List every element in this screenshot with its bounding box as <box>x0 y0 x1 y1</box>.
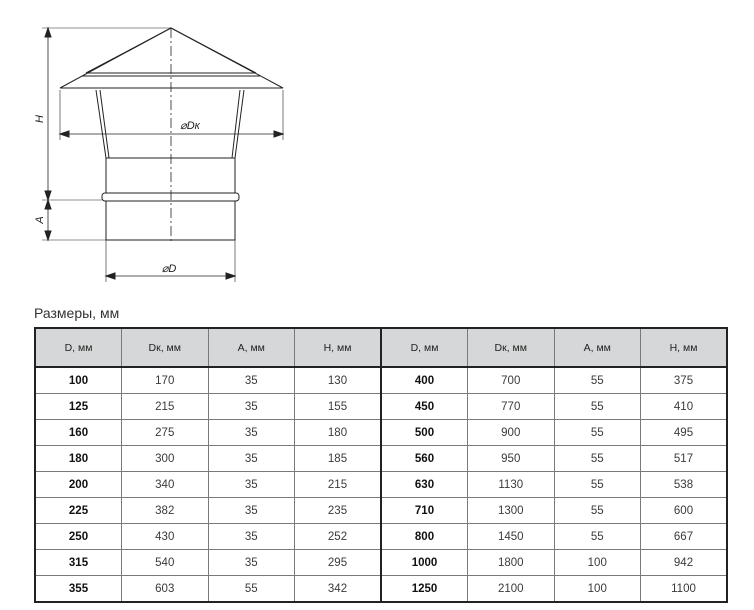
table-cell: 55 <box>554 420 641 446</box>
table-cell: 1000 <box>381 550 468 576</box>
table-cell: 603 <box>122 576 209 603</box>
table-cell: 340 <box>122 472 209 498</box>
chimney-cap-drawing <box>0 0 754 300</box>
a-label: A <box>34 216 46 224</box>
table-row <box>35 420 727 446</box>
table-cell: 950 <box>468 446 555 472</box>
table-cell: 342 <box>295 576 382 603</box>
table-cell: 185 <box>295 446 382 472</box>
table-cell: 1130 <box>468 472 555 498</box>
table-row <box>35 472 727 498</box>
table-cell: 215 <box>122 394 209 420</box>
table-cell: 100 <box>554 550 641 576</box>
header-a: A, мм <box>208 328 295 367</box>
table-row <box>35 394 727 420</box>
table-cell: 35 <box>208 498 295 524</box>
cap-diameter-label: ⌀Dк <box>180 120 200 132</box>
header-h: H, мм <box>295 328 382 367</box>
header-a-2: A, мм <box>554 328 641 367</box>
table-cell: 55 <box>554 472 641 498</box>
table-cell: 355 <box>35 576 122 603</box>
table-cell: 900 <box>468 420 555 446</box>
table-cell: 800 <box>381 524 468 550</box>
table-cell: 942 <box>641 550 728 576</box>
table-cell: 600 <box>641 498 728 524</box>
table-cell: 125 <box>35 394 122 420</box>
header-dk: Dк, мм <box>122 328 209 367</box>
header-h-2: H, мм <box>641 328 728 367</box>
table-cell: 1100 <box>641 576 728 603</box>
table-cell: 295 <box>295 550 382 576</box>
table-cell: 375 <box>641 367 728 394</box>
table-cell: 170 <box>122 367 209 394</box>
table-cell: 35 <box>208 394 295 420</box>
table-cell: 250 <box>35 524 122 550</box>
table-cell: 100 <box>35 367 122 394</box>
table-cell: 55 <box>554 524 641 550</box>
table-cell: 1450 <box>468 524 555 550</box>
header-dk-2: Dк, мм <box>468 328 555 367</box>
table-cell: 35 <box>208 367 295 394</box>
table-cell: 55 <box>554 498 641 524</box>
table-cell: 517 <box>641 446 728 472</box>
table-cell: 180 <box>295 420 382 446</box>
table-cell: 1250 <box>381 576 468 603</box>
table-cell: 215 <box>295 472 382 498</box>
table-cell: 400 <box>381 367 468 394</box>
dimensions-table <box>34 327 728 603</box>
table-cell: 450 <box>381 394 468 420</box>
table-cell: 55 <box>554 446 641 472</box>
table-cell: 300 <box>122 446 209 472</box>
table-cell: 155 <box>295 394 382 420</box>
table-row <box>35 576 727 603</box>
table-cell: 495 <box>641 420 728 446</box>
table-cell: 35 <box>208 524 295 550</box>
table-cell: 410 <box>641 394 728 420</box>
table-cell: 315 <box>35 550 122 576</box>
table-cell: 770 <box>468 394 555 420</box>
table-cell: 235 <box>295 498 382 524</box>
table-cell: 180 <box>35 446 122 472</box>
table-cell: 630 <box>381 472 468 498</box>
table-cell: 560 <box>381 446 468 472</box>
table-header-row <box>35 328 727 367</box>
header-d-2: D, мм <box>381 328 468 367</box>
table-cell: 1300 <box>468 498 555 524</box>
table-cell: 55 <box>554 394 641 420</box>
table-cell: 382 <box>122 498 209 524</box>
pipe-ring <box>102 193 239 201</box>
table-cell: 35 <box>208 472 295 498</box>
table-cell: 200 <box>35 472 122 498</box>
table-row <box>35 550 727 576</box>
table-row <box>35 498 727 524</box>
table-cell: 540 <box>122 550 209 576</box>
table-cell: 35 <box>208 550 295 576</box>
table-cell: 667 <box>641 524 728 550</box>
header-d: D, мм <box>35 328 122 367</box>
table-cell: 710 <box>381 498 468 524</box>
height-label: H <box>34 115 46 123</box>
table-cell: 160 <box>35 420 122 446</box>
table-cell: 100 <box>554 576 641 603</box>
table-cell: 500 <box>381 420 468 446</box>
table-cell: 252 <box>295 524 382 550</box>
table-cell: 55 <box>554 367 641 394</box>
table-row <box>35 367 727 394</box>
table-cell: 35 <box>208 446 295 472</box>
table-cell: 35 <box>208 420 295 446</box>
table-cell: 538 <box>641 472 728 498</box>
table-cell: 225 <box>35 498 122 524</box>
table-cell: 1800 <box>468 550 555 576</box>
table-row <box>35 524 727 550</box>
table-cell: 2100 <box>468 576 555 603</box>
table-cell: 130 <box>295 367 382 394</box>
table-cell: 700 <box>468 367 555 394</box>
table-row <box>35 446 727 472</box>
table-cell: 275 <box>122 420 209 446</box>
dimensions-caption: Размеры, мм <box>34 305 120 321</box>
pipe-diameter-label: ⌀D <box>161 263 177 275</box>
table-cell: 430 <box>122 524 209 550</box>
table-cell: 55 <box>208 576 295 603</box>
